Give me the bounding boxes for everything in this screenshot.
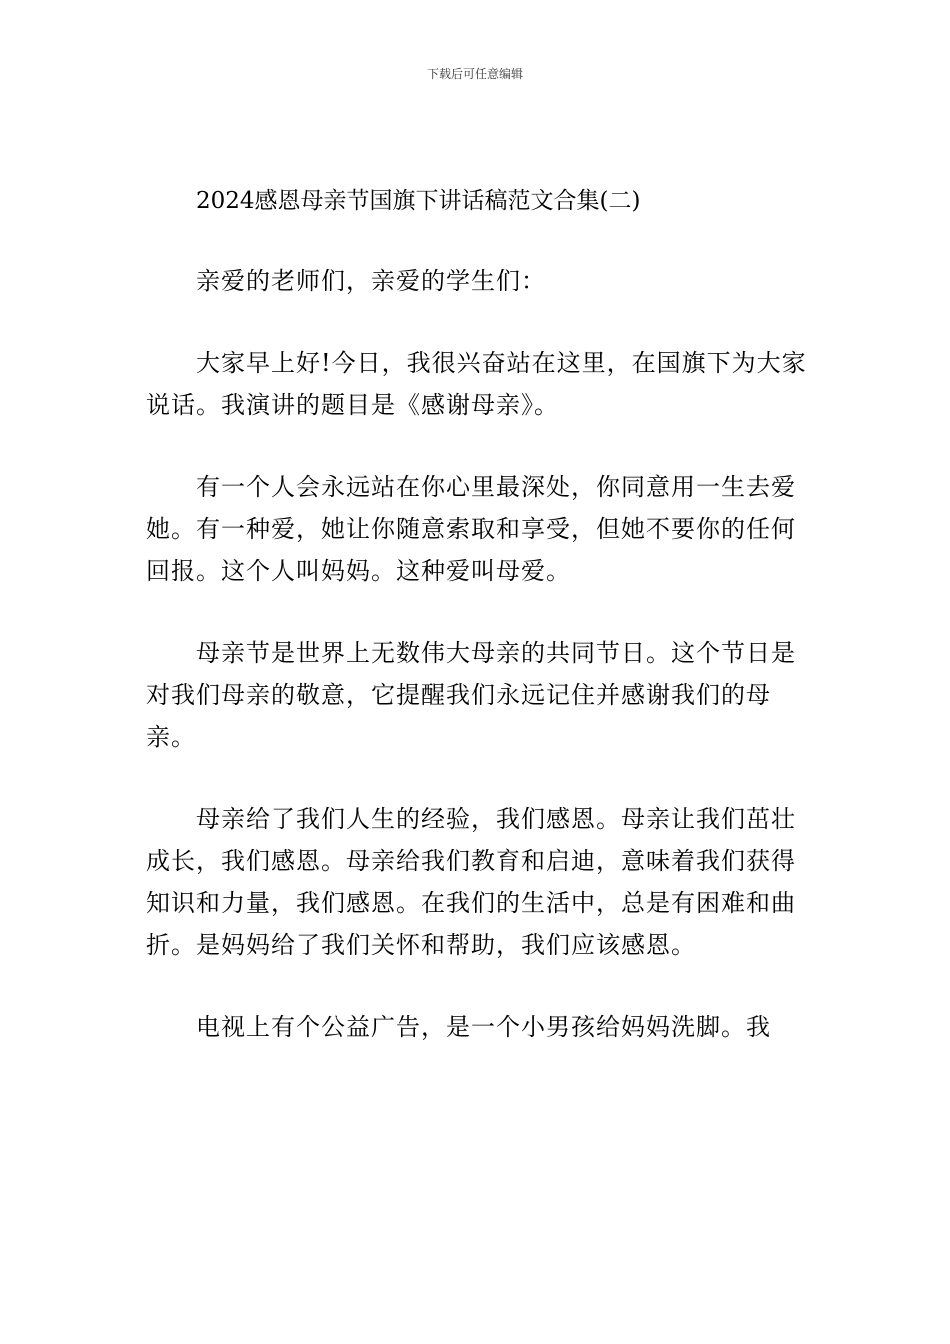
paragraph-gratitude: 母亲给了我们人生的经验，我们感恩。母亲让我们茁壮成长，我们感恩。母亲给我们教育和启迪，意味着我们获得知识和力量，我们感恩。在我们的生活中，总是有困难和曲折。是妈妈给了我们关怀和帮助，我们应该感恩。 xyxy=(146,805,796,959)
header-note: 下载后可任意编辑 xyxy=(426,67,523,81)
paragraph-mothers-day: 母亲节是世界上无数伟大母亲的共同节日。这个节日是对我们母亲的敬意，它提醒我们永远记住并感谢我们的母亲。 xyxy=(146,639,796,751)
paragraph-opening: 大家早上好!今日，我很兴奋站在这里，在国旗下为大家说话。我演讲的题目是《感谢母亲》。 xyxy=(146,349,807,419)
document-title: 2024感恩母亲节国旗下讲话稿范文合集(二) xyxy=(196,188,641,214)
paragraph-tv-ad: 电视上有个公益广告，是一个小男孩给妈妈洗脚。我 xyxy=(196,1013,771,1041)
paragraph-mother-love: 有一个人会永远站在你心里最深处，你同意用一生去爱她。有一种爱，她让你随意索取和享受，但她不要你的任何回报。这个人叫妈妈。这种爱叫母爱。 xyxy=(146,473,796,585)
paragraph-greeting: 亲爱的老师们，亲爱的学生们： xyxy=(196,267,546,295)
document-body xyxy=(146,180,810,1088)
